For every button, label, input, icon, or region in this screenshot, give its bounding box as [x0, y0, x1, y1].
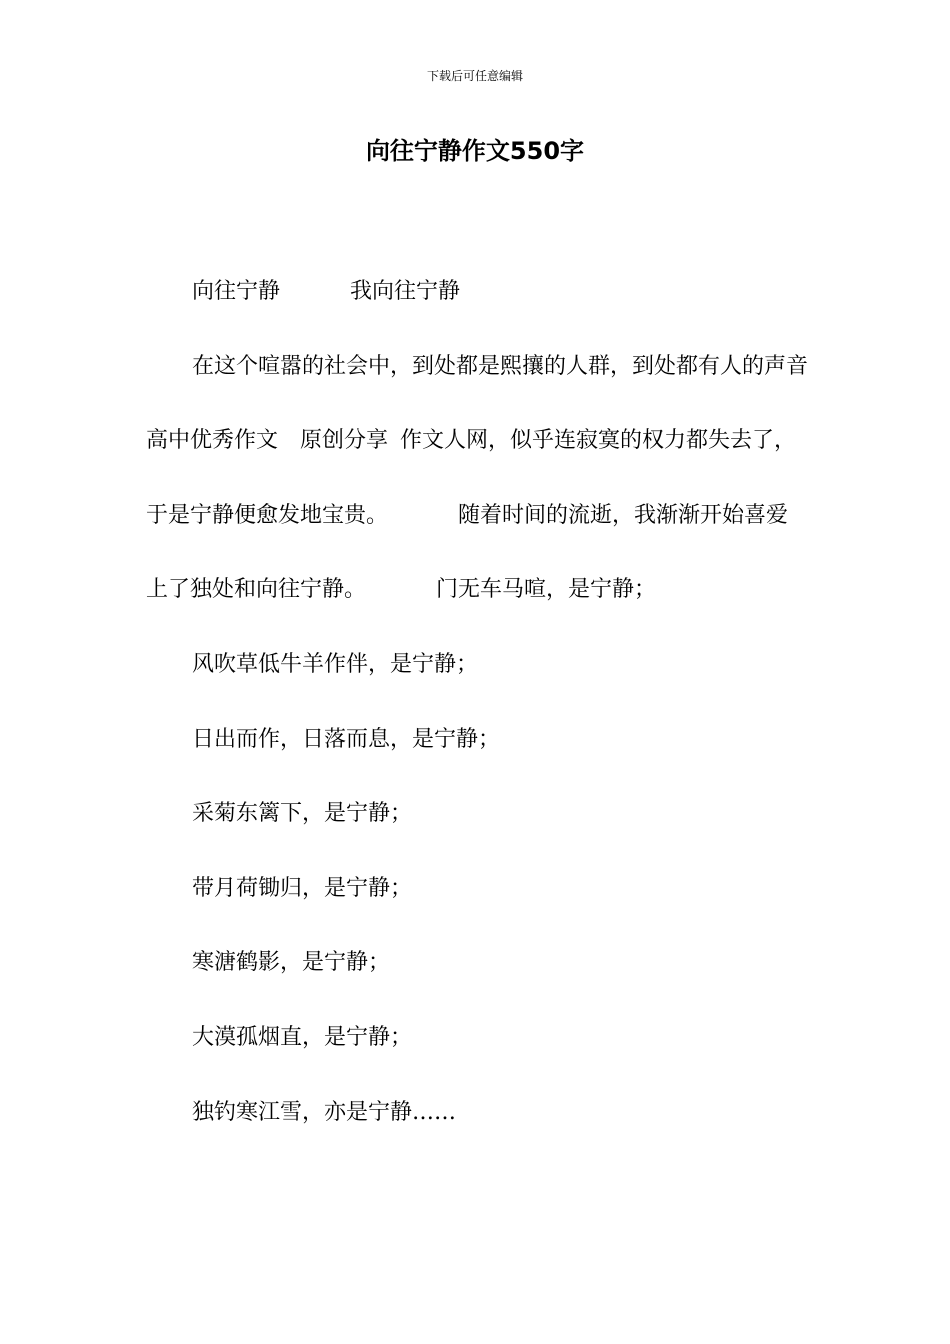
- list-item: 大漠孤烟直，是宁静；: [192, 1024, 413, 1050]
- document-body: [146, 255, 808, 1150]
- intro-line: [146, 255, 808, 330]
- paragraph-1: [146, 330, 808, 628]
- paragraph-1-part-1: 在这个喧嚣的社会中，到处都是熙攘的人群，到处都有人的声音高中优秀作文: [146, 353, 809, 454]
- paragraph-1-part-3: 作文人网，似乎连寂寞的权力都失去了，于是宁静便愈发地宝贵。: [146, 428, 797, 528]
- intro-statement: 我向往宁静: [350, 279, 461, 304]
- document-title: 向往宁静作文550字: [365, 137, 585, 165]
- intro-label: 向往宁静: [192, 279, 281, 304]
- list-item: 风吹草低牛羊作伴，是宁静；: [192, 651, 479, 677]
- list-item: 独钓寒江雪，亦是宁静……: [192, 1099, 457, 1125]
- list-item: 采菊东篱下，是宁静；: [192, 801, 413, 827]
- paragraph-1-part-4: 随着时间的流逝，我渐渐开始喜爱上了独处和向往宁静。: [146, 502, 789, 603]
- list-item: 寒溏鹤影，是宁静；: [192, 950, 391, 976]
- list-item: 带月荷锄归，是宁静；: [192, 875, 413, 901]
- paragraph-1-part-2: 原创分享: [300, 428, 389, 454]
- paragraph-1-part-5: 门无车马喧，是宁静；: [436, 577, 657, 603]
- header-note: 下载后可任意编辑: [426, 69, 523, 83]
- list-item: 日出而作，日落而息，是宁静；: [192, 726, 501, 752]
